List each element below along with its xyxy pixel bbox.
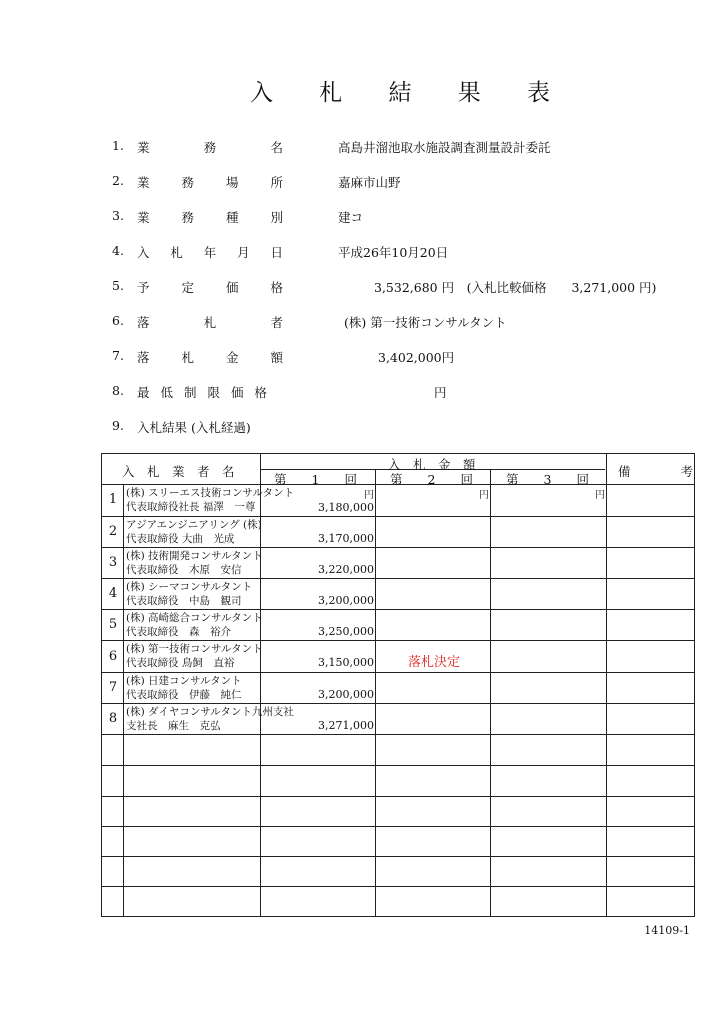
- company-name: (株) 日建コンサルタント: [126, 675, 242, 687]
- item-value: 平成26年10月20日: [338, 245, 449, 260]
- representative: 支社長 麻生 克弘: [126, 720, 221, 732]
- row-number: 3: [108, 555, 118, 570]
- item-value: 高島井溜池取水施設調査測量設計委託: [338, 140, 551, 155]
- page-title: [250, 74, 550, 107]
- bid-amount: 3,250,000: [318, 625, 374, 638]
- table-divider: [102, 547, 694, 548]
- item-value: (株) 第一技術コンサルタント: [344, 315, 507, 330]
- table-row: [126, 549, 263, 577]
- company-name: (株) 技術開発コンサルタント: [126, 550, 263, 562]
- representative: 代表取締役 木原 安信: [126, 564, 242, 576]
- table-divider: [102, 609, 694, 610]
- company-name: (株) シーマコンサルタント: [126, 581, 253, 593]
- table-divider: [102, 640, 694, 641]
- bid-amount: 3,200,000: [318, 594, 374, 607]
- item-business-name: [112, 138, 672, 158]
- bid-amount: 3,170,000: [318, 532, 374, 545]
- item-label: 予 定 価 格: [137, 280, 283, 295]
- item-bid-date: [112, 243, 672, 263]
- row-number: 7: [108, 680, 118, 695]
- item-label: 落 札 金 額: [137, 350, 283, 365]
- table-divider: [102, 578, 694, 579]
- item-value: 3,532,680 円 (入札比較価格 3,271,000 円): [374, 280, 657, 295]
- header-company: 入 札 業 者 名: [122, 464, 235, 479]
- bid-amount: 3,180,000: [318, 501, 374, 514]
- item-business-location: [112, 173, 672, 193]
- item-number: 8.: [112, 383, 124, 398]
- table-row: [126, 611, 263, 639]
- table-row: [126, 642, 263, 670]
- company-name: (株) ダイヤコンサルタント九州支社: [126, 706, 294, 718]
- table-divider: [375, 469, 376, 916]
- item-number: 5.: [112, 278, 124, 293]
- row-number: 1: [108, 492, 118, 507]
- yen-unit: 円: [364, 490, 374, 501]
- item-planned-price: [112, 278, 672, 298]
- bid-table: [101, 453, 695, 917]
- item-winner: [112, 313, 672, 333]
- item-number: 1.: [112, 138, 124, 153]
- item-value: 円: [434, 385, 447, 400]
- item-label: 入 札 年 月 日: [137, 245, 283, 260]
- item-label: 業 務 場 所: [137, 175, 283, 190]
- table-divider: [102, 672, 694, 673]
- table-divider: [102, 856, 694, 857]
- table-divider: [102, 796, 694, 797]
- item-number: 7.: [112, 348, 124, 363]
- bid-amount: 3,271,000: [318, 719, 374, 732]
- item-number: 4.: [112, 243, 124, 258]
- item-number: 3.: [112, 208, 124, 223]
- representative: 代表取締役 中島 観司: [126, 595, 242, 607]
- table-divider: [102, 516, 694, 517]
- table-divider: [102, 734, 694, 735]
- table-divider: [123, 484, 124, 916]
- yen-unit: 円: [479, 490, 489, 501]
- item-bid-results: [112, 418, 672, 438]
- company-name: アジアエンジニアリング (株): [126, 519, 262, 531]
- table-row: [126, 580, 252, 608]
- row-number: 6: [108, 649, 118, 664]
- table-divider: [102, 826, 694, 827]
- header-round-2: 第 2 回: [390, 472, 473, 487]
- row-number: 4: [108, 586, 118, 601]
- table-row: [126, 674, 242, 702]
- representative: 代表取締役社長 福澤 一尊: [126, 501, 256, 513]
- page-number: 14109-1: [644, 924, 690, 937]
- title-char: 札: [319, 80, 343, 106]
- item-label: 落 札 者: [137, 315, 283, 330]
- title-char: 結: [388, 80, 412, 106]
- item-minimum-price: [112, 383, 672, 403]
- item-value: 嘉麻市山野: [338, 175, 401, 190]
- item-number: 2.: [112, 173, 124, 188]
- table-divider: [102, 765, 694, 766]
- header-round-3: 第 3 回: [506, 472, 589, 487]
- table-divider: [102, 886, 694, 887]
- table-divider: [102, 703, 694, 704]
- table-divider: [490, 469, 491, 916]
- award-decision-note: 落札決定: [408, 655, 461, 670]
- row-number: 2: [108, 524, 118, 539]
- bid-amount: 3,200,000: [318, 688, 374, 701]
- item-value: 3,402,000円: [378, 350, 455, 365]
- company-name: (株) スリーエス技術コンサルタント: [126, 487, 295, 499]
- item-label: 業 務 名: [137, 140, 283, 155]
- representative: 代表取締役 大曲 光成: [126, 533, 235, 545]
- company-name: (株) 第一技術コンサルタント: [126, 643, 263, 655]
- representative: 代表取締役 伊藤 純仁: [126, 689, 242, 701]
- header-amount: 入 札 金 額: [388, 457, 476, 472]
- company-name: (株) 高崎総合コンサルタント: [126, 612, 263, 624]
- row-number: 5: [108, 617, 118, 632]
- table-row: [126, 518, 262, 546]
- representative: 代表取締役 森 裕介: [126, 626, 231, 638]
- title-char: 表: [527, 80, 550, 106]
- item-value: 建コ: [338, 210, 364, 225]
- title-char: 入: [250, 80, 273, 106]
- bid-amount: 3,220,000: [318, 563, 374, 576]
- item-label: 業 務 種 別: [137, 210, 283, 225]
- representative: 代表取締役 鳥飼 直裕: [126, 657, 235, 669]
- bid-amount: 3,150,000: [318, 656, 374, 669]
- item-winning-amount: [112, 348, 672, 368]
- yen-unit: 円: [595, 490, 605, 501]
- item-number: 9.: [112, 418, 124, 433]
- header-round-1: 第 1 回: [274, 472, 357, 487]
- table-divider: [606, 454, 607, 916]
- item-label: 入札結果 (入札経過): [137, 420, 251, 435]
- row-number: 8: [108, 711, 118, 726]
- item-number: 6.: [112, 313, 124, 328]
- title-char: 果: [457, 80, 481, 106]
- header-remarks: 備 考: [618, 464, 694, 479]
- item-business-type: [112, 208, 672, 228]
- item-label: 最 低 制 限 価 格: [137, 385, 267, 400]
